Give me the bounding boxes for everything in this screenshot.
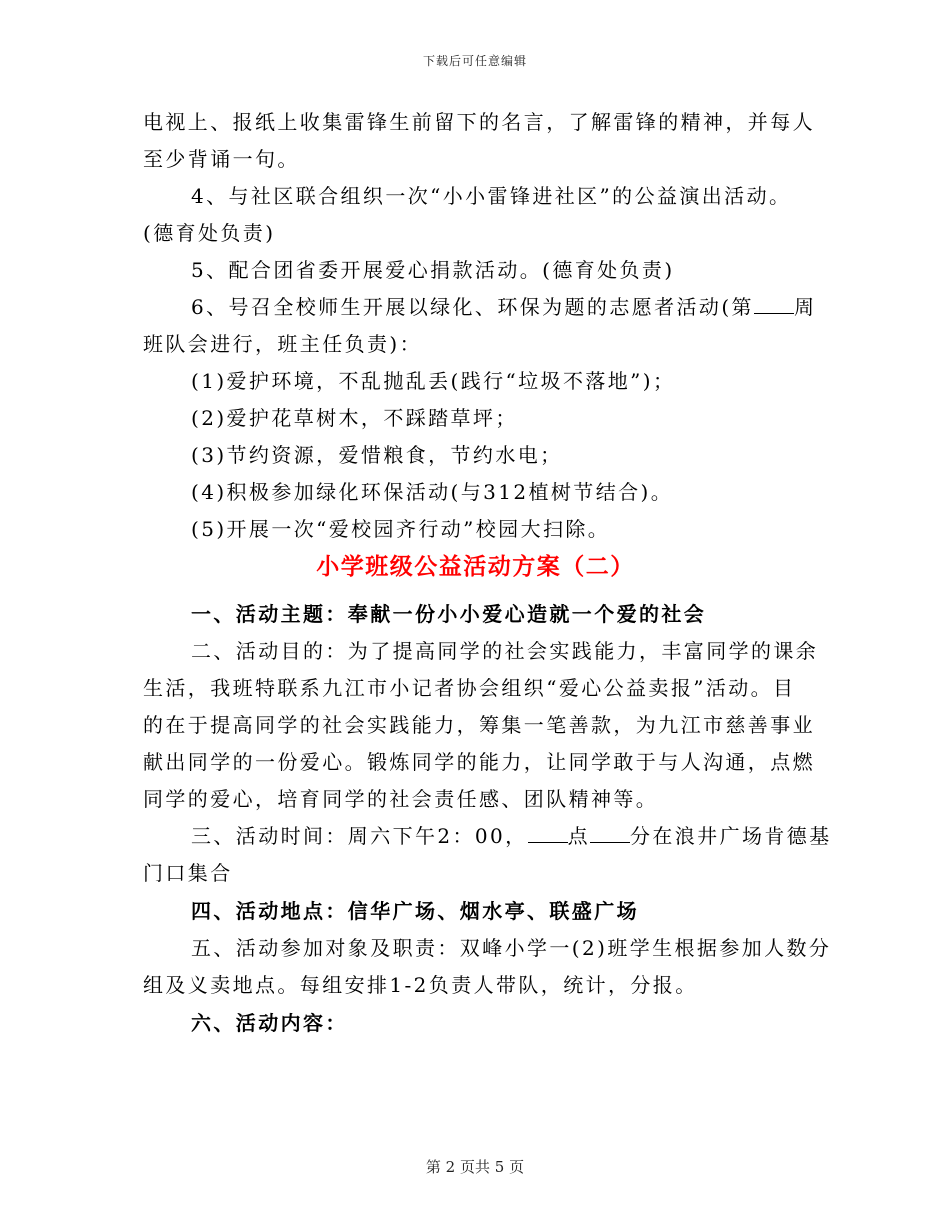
list-item: (4)积极参加绿化环保活动(与312植树节结合)。 bbox=[191, 480, 674, 504]
list-item: (5)开展一次“爱校园齐行动”校园大扫除。 bbox=[191, 517, 611, 541]
document-body bbox=[143, 110, 832, 1036]
list-item: (2)爱护花草树木，不踩踏草坪； bbox=[191, 406, 518, 430]
paragraph-line: 门口集合 bbox=[143, 861, 233, 885]
paragraph-line: 组及义卖地点。每组安排1-2负责人带队，统计，分报。 bbox=[143, 973, 698, 997]
paragraph-line: 献出同学的一份爱心。锻炼同学的能力，让同学敢于与人沟通，点燃 bbox=[143, 750, 815, 774]
paragraph-line: 班队会进行，班主任负责)： bbox=[143, 332, 423, 356]
list-item: (1)爱护环境，不乱抛乱丢(践行“垃圾不落地”)； bbox=[191, 369, 676, 393]
section-heading: 六、活动内容： bbox=[191, 1011, 348, 1035]
paragraph-line: 同学的爱心，培育同学的社会责任感、团队精神等。 bbox=[143, 787, 659, 811]
section-title: 小学班级公益活动方案（二） bbox=[316, 553, 635, 580]
fill-in-blank bbox=[590, 825, 630, 843]
paragraph-line: (德育处负责) bbox=[143, 221, 276, 245]
fill-in-blank bbox=[754, 296, 794, 314]
paragraph-line bbox=[143, 824, 832, 849]
paragraph-line: 二、活动目的：为了提高同学的社会实践能力，丰富同学的课余 bbox=[191, 639, 819, 663]
section-heading: 一、活动主题：奉献一份小小爱心造就一个爱的社会 bbox=[191, 602, 707, 626]
paragraph-line: 4、与社区联合组织一次“小小雷锋进社区”的公益演出活动。 bbox=[191, 184, 792, 208]
page-header: 下载后可任意编辑 bbox=[422, 54, 527, 68]
line-text: 周 bbox=[793, 295, 817, 319]
paragraph-line bbox=[143, 295, 817, 320]
line-text: 点 bbox=[567, 824, 590, 848]
paragraph-line: 生活，我班特联系九江市小记者协会组织“爱心公益卖报”活动。目 bbox=[143, 676, 796, 700]
fill-in-blank bbox=[528, 825, 568, 843]
page-footer: 第 2 页共 5 页 bbox=[425, 1158, 525, 1176]
paragraph-line: 5、配合团省委开展爱心捐款活动。(德育处负责) bbox=[191, 258, 675, 282]
line-text: 6、号召全校师生开展以绿化、环保为题的志愿者活动(第 bbox=[191, 295, 754, 319]
paragraph-line: 的在于提高同学的社会实践能力，筹集一笔善款，为九江市慈善事业 bbox=[143, 713, 815, 737]
paragraph-line: 电视上、报纸上收集雷锋生前留下的名言，了解雷锋的精神，并每人 bbox=[143, 110, 815, 134]
list-item: (3)节约资源，爱惜粮食，节约水电； bbox=[191, 443, 563, 467]
paragraph-line: 五、活动参加对象及职责：双峰小学一(2)班学生根据参加人数分 bbox=[191, 936, 832, 960]
line-text: 分在浪井广场肯德基 bbox=[629, 824, 832, 848]
section-heading: 四、活动地点：信华广场、烟水亭、联盛广场 bbox=[191, 899, 639, 923]
paragraph-line: 至少背诵一句。 bbox=[143, 147, 300, 171]
line-text: 三、活动时间：周六下午2：00， bbox=[191, 824, 528, 848]
